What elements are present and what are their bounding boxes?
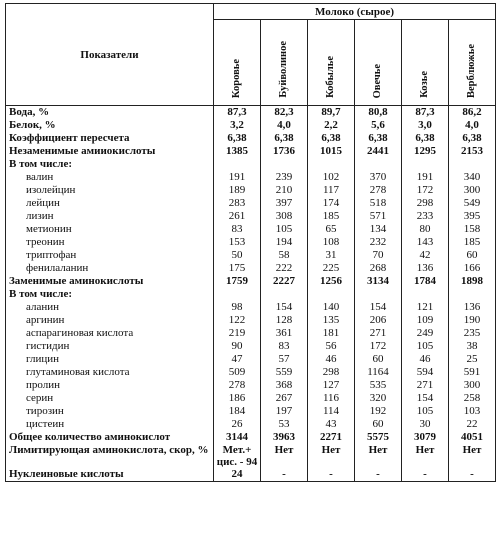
value-cell: Нет: [355, 444, 402, 468]
value-cell: 1385: [214, 145, 261, 158]
value-cell: 298: [402, 197, 449, 210]
column-header-cow: Коровье: [214, 20, 261, 106]
value-cell: 127: [308, 379, 355, 392]
value-cell: 192: [355, 405, 402, 418]
table-row: [6, 184, 496, 197]
row-label: Вода, %: [6, 106, 214, 120]
value-cell: 26: [214, 418, 261, 431]
value-cell: 261: [214, 210, 261, 223]
value-cell: 4,0: [261, 119, 308, 132]
value-cell: 232: [355, 236, 402, 249]
value-cell: 1295: [402, 145, 449, 158]
column-header-goat: Козье: [402, 20, 449, 106]
table-row: [6, 275, 496, 288]
table-row: [6, 392, 496, 405]
value-cell: -: [449, 468, 496, 482]
value-cell: 1784: [402, 275, 449, 288]
value-cell: 222: [261, 262, 308, 275]
value-cell: 121: [402, 301, 449, 314]
params-header: Показатели: [6, 4, 214, 106]
value-cell: 3,2: [214, 119, 261, 132]
value-cell: 90: [214, 340, 261, 353]
row-label: Коэффициент пересчета: [6, 132, 214, 145]
value-cell: 172: [402, 184, 449, 197]
row-label: изолейцин: [6, 184, 214, 197]
value-cell: 140: [308, 301, 355, 314]
value-cell: 370: [355, 171, 402, 184]
row-label: цистеин: [6, 418, 214, 431]
value-cell: Нет: [402, 444, 449, 468]
table-row: [6, 132, 496, 145]
value-cell: 206: [355, 314, 402, 327]
value-cell: 89,7: [308, 106, 355, 120]
row-label: Лимитирующая аминокислота, скор, %: [6, 444, 214, 468]
column-header-sheep: Овечье: [355, 20, 402, 106]
row-label: метионин: [6, 223, 214, 236]
table-row: [6, 262, 496, 275]
column-header-camel: Верблюжье: [449, 20, 496, 106]
table-row: [6, 119, 496, 132]
value-cell: 6,38: [402, 132, 449, 145]
row-label: валин: [6, 171, 214, 184]
table-row: [6, 171, 496, 184]
value-cell: 361: [261, 327, 308, 340]
value-cell: 22: [449, 418, 496, 431]
value-cell: 109: [402, 314, 449, 327]
value-cell: 6,38: [449, 132, 496, 145]
value-cell: 5,6: [355, 119, 402, 132]
value-cell: 6,38: [308, 132, 355, 145]
value-cell: 80,8: [355, 106, 402, 120]
value-cell: 3134: [355, 275, 402, 288]
value-cell: 1256: [308, 275, 355, 288]
value-cell: 105: [261, 223, 308, 236]
value-cell: 184: [214, 405, 261, 418]
row-label: триптофан: [6, 249, 214, 262]
column-header-buffalo: Буйволиное: [261, 20, 308, 106]
value-cell: 559: [261, 366, 308, 379]
value-cell: 105: [402, 405, 449, 418]
value-cell: 1015: [308, 145, 355, 158]
value-cell: 298: [308, 366, 355, 379]
value-cell: 175: [214, 262, 261, 275]
value-cell: 114: [308, 405, 355, 418]
value-cell: 3079: [402, 431, 449, 444]
row-label: аргинин: [6, 314, 214, 327]
value-cell: [214, 158, 261, 171]
value-cell: 53: [261, 418, 308, 431]
value-cell: 6,38: [214, 132, 261, 145]
value-cell: 128: [261, 314, 308, 327]
value-cell: 283: [214, 197, 261, 210]
row-label: серин: [6, 392, 214, 405]
table-row: [6, 301, 496, 314]
value-cell: 1759: [214, 275, 261, 288]
value-cell: 320: [355, 392, 402, 405]
value-cell: 571: [355, 210, 402, 223]
value-cell: 158: [449, 223, 496, 236]
value-cell: 191: [402, 171, 449, 184]
value-cell: 82,3: [261, 106, 308, 120]
value-cell: 87,3: [402, 106, 449, 120]
value-cell: 60: [355, 418, 402, 431]
value-cell: 1164: [355, 366, 402, 379]
value-cell: 239: [261, 171, 308, 184]
value-cell: 249: [402, 327, 449, 340]
value-cell: 268: [355, 262, 402, 275]
value-cell: 1898: [449, 275, 496, 288]
value-cell: 6,38: [261, 132, 308, 145]
row-label: аланин: [6, 301, 214, 314]
value-cell: 3144: [214, 431, 261, 444]
row-label: фенилаланин: [6, 262, 214, 275]
value-cell: 58: [261, 249, 308, 262]
value-cell: 105: [402, 340, 449, 353]
value-cell: 42: [402, 249, 449, 262]
value-cell: 308: [261, 210, 308, 223]
value-cell: 154: [261, 301, 308, 314]
value-cell: 25: [449, 353, 496, 366]
value-cell: 190: [449, 314, 496, 327]
value-cell: 186: [214, 392, 261, 405]
table-row: [6, 210, 496, 223]
row-label: глицин: [6, 353, 214, 366]
value-cell: 397: [261, 197, 308, 210]
value-cell: 60: [449, 249, 496, 262]
table-row: [6, 468, 496, 482]
value-cell: [402, 288, 449, 301]
value-cell: [355, 288, 402, 301]
value-cell: 509: [214, 366, 261, 379]
table-row: [6, 340, 496, 353]
value-cell: 57: [261, 353, 308, 366]
table-row: [6, 431, 496, 444]
value-cell: 122: [214, 314, 261, 327]
value-cell: 300: [449, 379, 496, 392]
value-cell: 154: [355, 301, 402, 314]
row-label: Незаменимые амииокислоты: [6, 145, 214, 158]
table-row: [6, 366, 496, 379]
table-body: [6, 106, 496, 482]
value-cell: 194: [261, 236, 308, 249]
value-cell: 518: [355, 197, 402, 210]
row-label: Общее количество аминокислот: [6, 431, 214, 444]
value-cell: 210: [261, 184, 308, 197]
value-cell: 103: [449, 405, 496, 418]
table-row: [6, 444, 496, 468]
value-cell: 153: [214, 236, 261, 249]
value-cell: [449, 288, 496, 301]
milk-group-header: Молоко (сырое): [214, 4, 496, 20]
value-cell: Нет: [449, 444, 496, 468]
value-cell: 83: [214, 223, 261, 236]
row-label: Белок, %: [6, 119, 214, 132]
table-row: [6, 353, 496, 366]
value-cell: [214, 288, 261, 301]
table-row: [6, 197, 496, 210]
row-label: гистидин: [6, 340, 214, 353]
value-cell: 267: [261, 392, 308, 405]
value-cell: 181: [308, 327, 355, 340]
value-cell: 46: [308, 353, 355, 366]
value-cell: 278: [355, 184, 402, 197]
value-cell: 225: [308, 262, 355, 275]
table-row: [6, 236, 496, 249]
value-cell: Мет.+ цис. - 94: [214, 444, 261, 468]
table-row: [6, 145, 496, 158]
value-cell: 166: [449, 262, 496, 275]
value-cell: 86,2: [449, 106, 496, 120]
value-cell: 594: [402, 366, 449, 379]
row-label: В том числе:: [6, 158, 214, 171]
value-cell: 3,0: [402, 119, 449, 132]
value-cell: 3963: [261, 431, 308, 444]
value-cell: 24: [214, 468, 261, 482]
row-label: глутаминовая кислота: [6, 366, 214, 379]
value-cell: 70: [355, 249, 402, 262]
value-cell: 197: [261, 405, 308, 418]
row-label: лизин: [6, 210, 214, 223]
value-cell: 185: [449, 236, 496, 249]
value-cell: 38: [449, 340, 496, 353]
table-row: [6, 314, 496, 327]
row-label: лейцин: [6, 197, 214, 210]
value-cell: 46: [402, 353, 449, 366]
value-cell: 185: [308, 210, 355, 223]
table-row: [6, 379, 496, 392]
value-cell: [308, 158, 355, 171]
value-cell: [355, 158, 402, 171]
value-cell: 340: [449, 171, 496, 184]
value-cell: 136: [402, 262, 449, 275]
column-header-mare: Кобылье: [308, 20, 355, 106]
value-cell: 4,0: [449, 119, 496, 132]
value-cell: 174: [308, 197, 355, 210]
row-label: аспарагиновая кислота: [6, 327, 214, 340]
value-cell: Нет: [308, 444, 355, 468]
value-cell: 47: [214, 353, 261, 366]
value-cell: Нет: [261, 444, 308, 468]
value-cell: 258: [449, 392, 496, 405]
value-cell: 136: [449, 301, 496, 314]
value-cell: 219: [214, 327, 261, 340]
value-cell: [261, 288, 308, 301]
value-cell: [261, 158, 308, 171]
value-cell: 172: [355, 340, 402, 353]
value-cell: 368: [261, 379, 308, 392]
value-cell: 549: [449, 197, 496, 210]
value-cell: 43: [308, 418, 355, 431]
table-row: [6, 106, 496, 120]
value-cell: 102: [308, 171, 355, 184]
value-cell: 83: [261, 340, 308, 353]
value-cell: -: [261, 468, 308, 482]
row-label: В том числе:: [6, 288, 214, 301]
table-row: [6, 418, 496, 431]
value-cell: 235: [449, 327, 496, 340]
value-cell: 31: [308, 249, 355, 262]
value-cell: 135: [308, 314, 355, 327]
value-cell: 6,38: [355, 132, 402, 145]
value-cell: 2441: [355, 145, 402, 158]
value-cell: 189: [214, 184, 261, 197]
value-cell: 535: [355, 379, 402, 392]
table-row: [6, 327, 496, 340]
value-cell: 591: [449, 366, 496, 379]
value-cell: 108: [308, 236, 355, 249]
table-row: [6, 223, 496, 236]
value-cell: 134: [355, 223, 402, 236]
table-row: [6, 405, 496, 418]
value-cell: 30: [402, 418, 449, 431]
value-cell: -: [355, 468, 402, 482]
row-label: тирозин: [6, 405, 214, 418]
row-label: Нуклеиновые кислоты: [6, 468, 214, 482]
value-cell: 4051: [449, 431, 496, 444]
table-row: [6, 288, 496, 301]
table-row: [6, 249, 496, 262]
value-cell: 2,2: [308, 119, 355, 132]
value-cell: 60: [355, 353, 402, 366]
value-cell: 2227: [261, 275, 308, 288]
value-cell: [402, 158, 449, 171]
value-cell: 50: [214, 249, 261, 262]
row-label: треонин: [6, 236, 214, 249]
value-cell: 300: [449, 184, 496, 197]
value-cell: 1736: [261, 145, 308, 158]
value-cell: 65: [308, 223, 355, 236]
value-cell: 56: [308, 340, 355, 353]
value-cell: 191: [214, 171, 261, 184]
value-cell: 2153: [449, 145, 496, 158]
value-cell: 117: [308, 184, 355, 197]
value-cell: 80: [402, 223, 449, 236]
value-cell: -: [308, 468, 355, 482]
value-cell: 2271: [308, 431, 355, 444]
value-cell: 143: [402, 236, 449, 249]
table-row: [6, 158, 496, 171]
value-cell: 271: [402, 379, 449, 392]
row-label: пролин: [6, 379, 214, 392]
value-cell: 154: [402, 392, 449, 405]
value-cell: 87,3: [214, 106, 261, 120]
value-cell: 5575: [355, 431, 402, 444]
amino-acid-table: [5, 3, 496, 482]
value-cell: 271: [355, 327, 402, 340]
row-label: Заменимые аминокислоты: [6, 275, 214, 288]
value-cell: 278: [214, 379, 261, 392]
value-cell: 116: [308, 392, 355, 405]
value-cell: 395: [449, 210, 496, 223]
value-cell: -: [402, 468, 449, 482]
value-cell: 233: [402, 210, 449, 223]
value-cell: [308, 288, 355, 301]
value-cell: 98: [214, 301, 261, 314]
value-cell: [449, 158, 496, 171]
